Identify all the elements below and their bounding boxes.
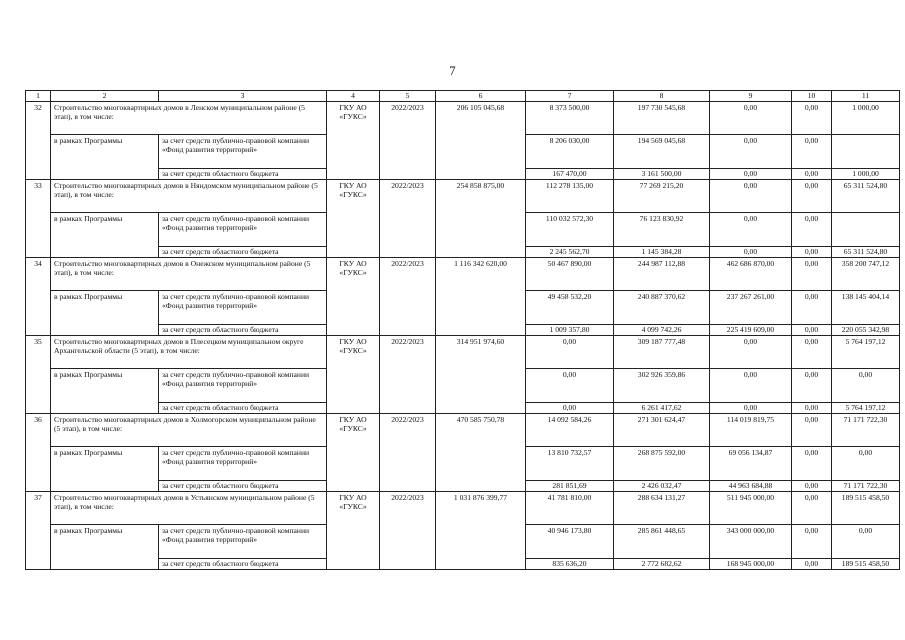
fund-label: за счет средств публично-правовой компании «Фонд развития территорий»: [159, 213, 327, 247]
period-cell: 2022/2023: [380, 492, 436, 570]
value-cell: 0,00: [792, 247, 832, 258]
value-cell: 167 470,00: [526, 169, 614, 180]
row-index: 34: [26, 258, 51, 336]
value-cell: 41 781 810,00: [526, 492, 614, 525]
value-cell: 71 171 722,30: [832, 481, 900, 492]
page-number: 7: [449, 64, 456, 78]
column-number-cell: 5: [380, 91, 436, 102]
column-number-cell: 1: [26, 91, 51, 102]
row-index: 35: [26, 336, 51, 414]
value-cell: 302 926 359,86: [614, 369, 710, 403]
table-row: [26, 414, 900, 447]
value-cell: 237 267 261,00: [710, 291, 792, 325]
period-cell: 2022/2023: [380, 258, 436, 336]
executor-cell: ГКУ АО «ГУКС»: [327, 492, 380, 570]
value-cell: 462 686 870,00: [710, 258, 792, 291]
fund-label: за счет средств публично-правовой компании «Фонд развития территорий»: [159, 135, 327, 169]
row-title: Строительство многоквартирных домов в Устьянском муниципальном районе (5 этап), в том числе:: [51, 492, 327, 525]
row-title: Строительство многоквартирных домов в Холмогорском муниципальном районе (5 этап), в том числе:: [51, 414, 327, 447]
fund-label: за счет средств публично-правовой компании «Фонд развития территорий»: [159, 525, 327, 559]
value-cell: 0,00: [710, 336, 792, 369]
value-cell: 76 123 830,92: [614, 213, 710, 247]
table-row: [26, 258, 900, 291]
executor-cell: ГКУ АО «ГУКС»: [327, 336, 380, 414]
regional-label: за счет средств областного бюджета: [159, 403, 327, 414]
value-cell: 0,00: [832, 369, 900, 403]
value-cell: 0,00: [792, 403, 832, 414]
table-row: [26, 492, 900, 525]
value-cell: 71 171 722,30: [832, 414, 900, 447]
value-cell: 65 311 524,80: [832, 247, 900, 258]
executor-cell: ГКУ АО «ГУКС»: [327, 414, 380, 492]
value-cell: 271 301 624,47: [614, 414, 710, 447]
value-cell: 0,00: [710, 403, 792, 414]
total-cell: 1 116 342 620,00: [436, 258, 526, 336]
row-title: Строительство многоквартирных домов в Ленском муниципальном районе (5 этап), в том числе:: [51, 102, 327, 135]
value-cell: 0,00: [792, 414, 832, 447]
value-cell: 0,00: [792, 213, 832, 247]
value-cell: 0,00: [792, 135, 832, 169]
value-cell: 13 810 732,57: [526, 447, 614, 481]
value-cell: 0,00: [832, 447, 900, 481]
total-cell: 1 031 876 399,77: [436, 492, 526, 570]
value-cell: 0,00: [792, 481, 832, 492]
value-cell: 0,00: [526, 336, 614, 369]
value-cell: 0,00: [710, 180, 792, 213]
value-cell: 138 145 404,14: [832, 291, 900, 325]
value-cell: 0,00: [792, 447, 832, 481]
fund-label: за счет средств публично-правовой компании «Фонд развития территорий»: [159, 291, 327, 325]
row-title: Строительство многоквартирных домов в Няндомском муниципальном районе (5 этап), в том числе:: [51, 180, 327, 213]
value-cell: 6 261 417,62: [614, 403, 710, 414]
row-title: Строительство многоквартирных домов в Онежском муниципальном районе (5 этап), в том числе:: [51, 258, 327, 291]
regional-label: за счет средств областного бюджета: [159, 247, 327, 258]
value-cell: 288 634 131,27: [614, 492, 710, 525]
value-cell: 1 000,00: [832, 169, 900, 180]
value-cell: 0,00: [792, 336, 832, 369]
total-cell: 314 951 974,60: [436, 336, 526, 414]
regional-label: за счет средств областного бюджета: [159, 481, 327, 492]
value-cell: 0,00: [792, 180, 832, 213]
value-cell: 8 373 500,00: [526, 102, 614, 135]
value-cell: 0,00: [792, 102, 832, 135]
value-cell: 112 278 135,00: [526, 180, 614, 213]
value-cell: 0,00: [710, 213, 792, 247]
value-cell: 5 764 197,12: [832, 403, 900, 414]
value-cell: 189 515 458,50: [832, 559, 900, 570]
value-cell: 8 206 030,00: [526, 135, 614, 169]
table-row: [26, 336, 900, 369]
column-number-cell: 10: [792, 91, 832, 102]
table-row: [26, 180, 900, 213]
period-cell: 2022/2023: [380, 414, 436, 492]
value-cell: 0,00: [710, 135, 792, 169]
value-cell: 69 056 134,87: [710, 447, 792, 481]
value-cell: 358 200 747,12: [832, 258, 900, 291]
value-cell: 343 000 000,00: [710, 525, 792, 559]
table-row: [26, 102, 900, 135]
value-cell: 77 269 215,20: [614, 180, 710, 213]
value-cell: 0,00: [710, 369, 792, 403]
value-cell: 0,00: [526, 403, 614, 414]
value-cell: 2 772 682,62: [614, 559, 710, 570]
row-index: 36: [26, 414, 51, 492]
period-cell: 2022/2023: [380, 336, 436, 414]
column-number-cell: 9: [710, 91, 792, 102]
value-cell: 220 055 342,98: [832, 325, 900, 336]
program-label: в рамках Программы: [51, 135, 159, 180]
value-cell: 1 000,00: [832, 102, 900, 135]
value-cell: 65 311 524,80: [832, 180, 900, 213]
executor-cell: ГКУ АО «ГУКС»: [327, 258, 380, 336]
period-cell: 2022/2023: [380, 180, 436, 258]
value-cell: 189 515 458,50: [832, 492, 900, 525]
value-cell: 0,00: [710, 169, 792, 180]
row-title: Строительство многоквартирных домов в Плесецком муниципальном округе Архангельской области (5 этап), в том числе:: [51, 336, 327, 369]
value-cell: 110 032 572,30: [526, 213, 614, 247]
regional-label: за счет средств областного бюджета: [159, 559, 327, 570]
column-number-cell: 6: [436, 91, 526, 102]
value-cell: 835 636,20: [526, 559, 614, 570]
executor-cell: ГКУ АО «ГУКС»: [327, 102, 380, 180]
value-cell: 0,00: [792, 258, 832, 291]
value-cell: 0,00: [710, 247, 792, 258]
value-cell: 268 875 592,00: [614, 447, 710, 481]
value-cell: 2 426 032,47: [614, 481, 710, 492]
value-cell: 168 945 000,00: [710, 559, 792, 570]
value-cell: 225 419 609,00: [710, 325, 792, 336]
value-cell: 50 467 890,00: [526, 258, 614, 291]
row-index: 33: [26, 180, 51, 258]
value-cell: 197 730 545,68: [614, 102, 710, 135]
program-label: в рамках Программы: [51, 213, 159, 258]
value-cell: 0,00: [792, 492, 832, 525]
budget-table: [25, 90, 900, 570]
row-index: 37: [26, 492, 51, 570]
value-cell: 2 245 562,70: [526, 247, 614, 258]
total-cell: 470 585 750,78: [436, 414, 526, 492]
value-cell: 3 161 500,00: [614, 169, 710, 180]
value-cell: 1 145 384,28: [614, 247, 710, 258]
program-label: в рамках Программы: [51, 525, 159, 570]
value-cell: 0,00: [792, 559, 832, 570]
value-cell: 0,00: [526, 369, 614, 403]
value-cell: 49 458 532,20: [526, 291, 614, 325]
value-cell: 0,00: [792, 325, 832, 336]
value-cell: 194 569 045,68: [614, 135, 710, 169]
executor-cell: ГКУ АО «ГУКС»: [327, 180, 380, 258]
value-cell: 0,00: [792, 291, 832, 325]
fund-label: за счет средств публично-правовой компании «Фонд развития территорий»: [159, 369, 327, 403]
total-cell: 206 105 045,68: [436, 102, 526, 180]
value-cell: 5 764 197,12: [832, 336, 900, 369]
value-cell: 0,00: [792, 525, 832, 559]
value-cell: [832, 135, 900, 169]
value-cell: 14 092 584,26: [526, 414, 614, 447]
value-cell: 244 987 112,88: [614, 258, 710, 291]
regional-label: за счет средств областного бюджета: [159, 325, 327, 336]
value-cell: 44 963 684,88: [710, 481, 792, 492]
regional-label: за счет средств областного бюджета: [159, 169, 327, 180]
fund-label: за счет средств публично-правовой компании «Фонд развития территорий»: [159, 447, 327, 481]
row-index: 32: [26, 102, 51, 180]
value-cell: 1 009 357,80: [526, 325, 614, 336]
column-number-cell: 3: [159, 91, 327, 102]
total-cell: 254 858 875,00: [436, 180, 526, 258]
period-cell: 2022/2023: [380, 102, 436, 180]
column-number-row: [26, 91, 900, 102]
value-cell: 240 887 370,62: [614, 291, 710, 325]
column-number-cell: 4: [327, 91, 380, 102]
program-label: в рамках Программы: [51, 447, 159, 492]
column-number-cell: 8: [614, 91, 710, 102]
value-cell: 4 099 742,26: [614, 325, 710, 336]
value-cell: 0,00: [792, 169, 832, 180]
value-cell: 0,00: [832, 525, 900, 559]
column-number-cell: 11: [832, 91, 900, 102]
value-cell: 0,00: [710, 102, 792, 135]
value-cell: 0,00: [792, 369, 832, 403]
value-cell: 114 019 819,75: [710, 414, 792, 447]
value-cell: 309 187 777,48: [614, 336, 710, 369]
column-number-cell: 7: [526, 91, 614, 102]
column-number-cell: 2: [51, 91, 159, 102]
value-cell: 285 861 448,65: [614, 525, 710, 559]
value-cell: 40 946 173,80: [526, 525, 614, 559]
value-cell: 511 945 000,00: [710, 492, 792, 525]
program-label: в рамках Программы: [51, 291, 159, 336]
program-label: в рамках Программы: [51, 369, 159, 414]
value-cell: [832, 213, 900, 247]
value-cell: 281 851,69: [526, 481, 614, 492]
